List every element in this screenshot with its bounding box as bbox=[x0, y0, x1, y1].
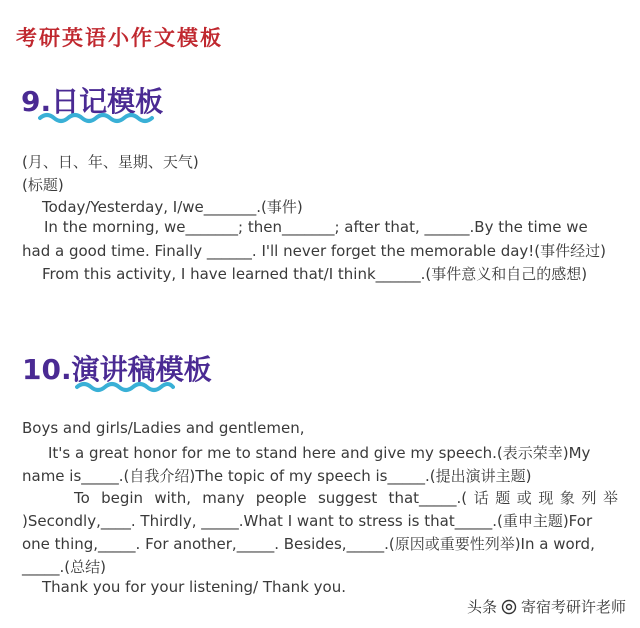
speech-line-secondly: )Secondly,____. Thirdly, _____.What I want to stress is that_____.(重申主题)For bbox=[22, 512, 593, 530]
watermark-brand: 头条 bbox=[466, 598, 497, 616]
watermark bbox=[467, 596, 626, 617]
speech-line-thanks: Thank you for your listening/ Thank you. bbox=[42, 578, 346, 596]
diary-line-morning: In the morning, we_______; then_______; after that, ______.By the time we bbox=[44, 218, 588, 236]
page-title: 考研英语小作文模板 bbox=[16, 25, 223, 50]
speech-line-summary: _____.(总结) bbox=[22, 558, 106, 576]
speech-line-name: name is_____.(自我介绍)The topic of my speech is_____.(提出演讲主题) bbox=[22, 467, 532, 485]
section-heading-diary: 9.日记模板 bbox=[21, 85, 164, 118]
section-heading-speech: 10.演讲稿模板 bbox=[22, 353, 212, 386]
diary-line-title: (标题) bbox=[22, 176, 64, 194]
watermark-handle: 寄宿考研许老师 bbox=[520, 598, 626, 616]
diary-line-finally: had a good time. Finally ______. I'll never forget the memorable day!(事件经过) bbox=[22, 242, 607, 260]
speech-line-greeting: Boys and girls/Ladies and gentlemen, bbox=[22, 419, 305, 437]
speech-line-honor: It's a great honor for me to stand here and give my speech.(表示荣幸)My bbox=[48, 444, 591, 462]
diary-line-date: (月、日、年、星期、天气) bbox=[22, 153, 199, 171]
speech-line-reasons: one thing,_____. For another,_____. Besides,_____.(原因或重要性列举)In a word, bbox=[22, 535, 595, 553]
at-icon bbox=[501, 599, 517, 615]
wave-underline-icon bbox=[75, 380, 175, 394]
wave-underline-icon bbox=[38, 111, 156, 125]
diary-line-learned: From this activity, I have learned that/I think______.(事件意义和自己的感想) bbox=[42, 265, 588, 283]
diary-line-event: Today/Yesterday, I/we_______.(事件) bbox=[42, 198, 303, 216]
speech-line-begin: To begin with, many people suggest that_____.(话题或现象列举 bbox=[74, 489, 618, 507]
